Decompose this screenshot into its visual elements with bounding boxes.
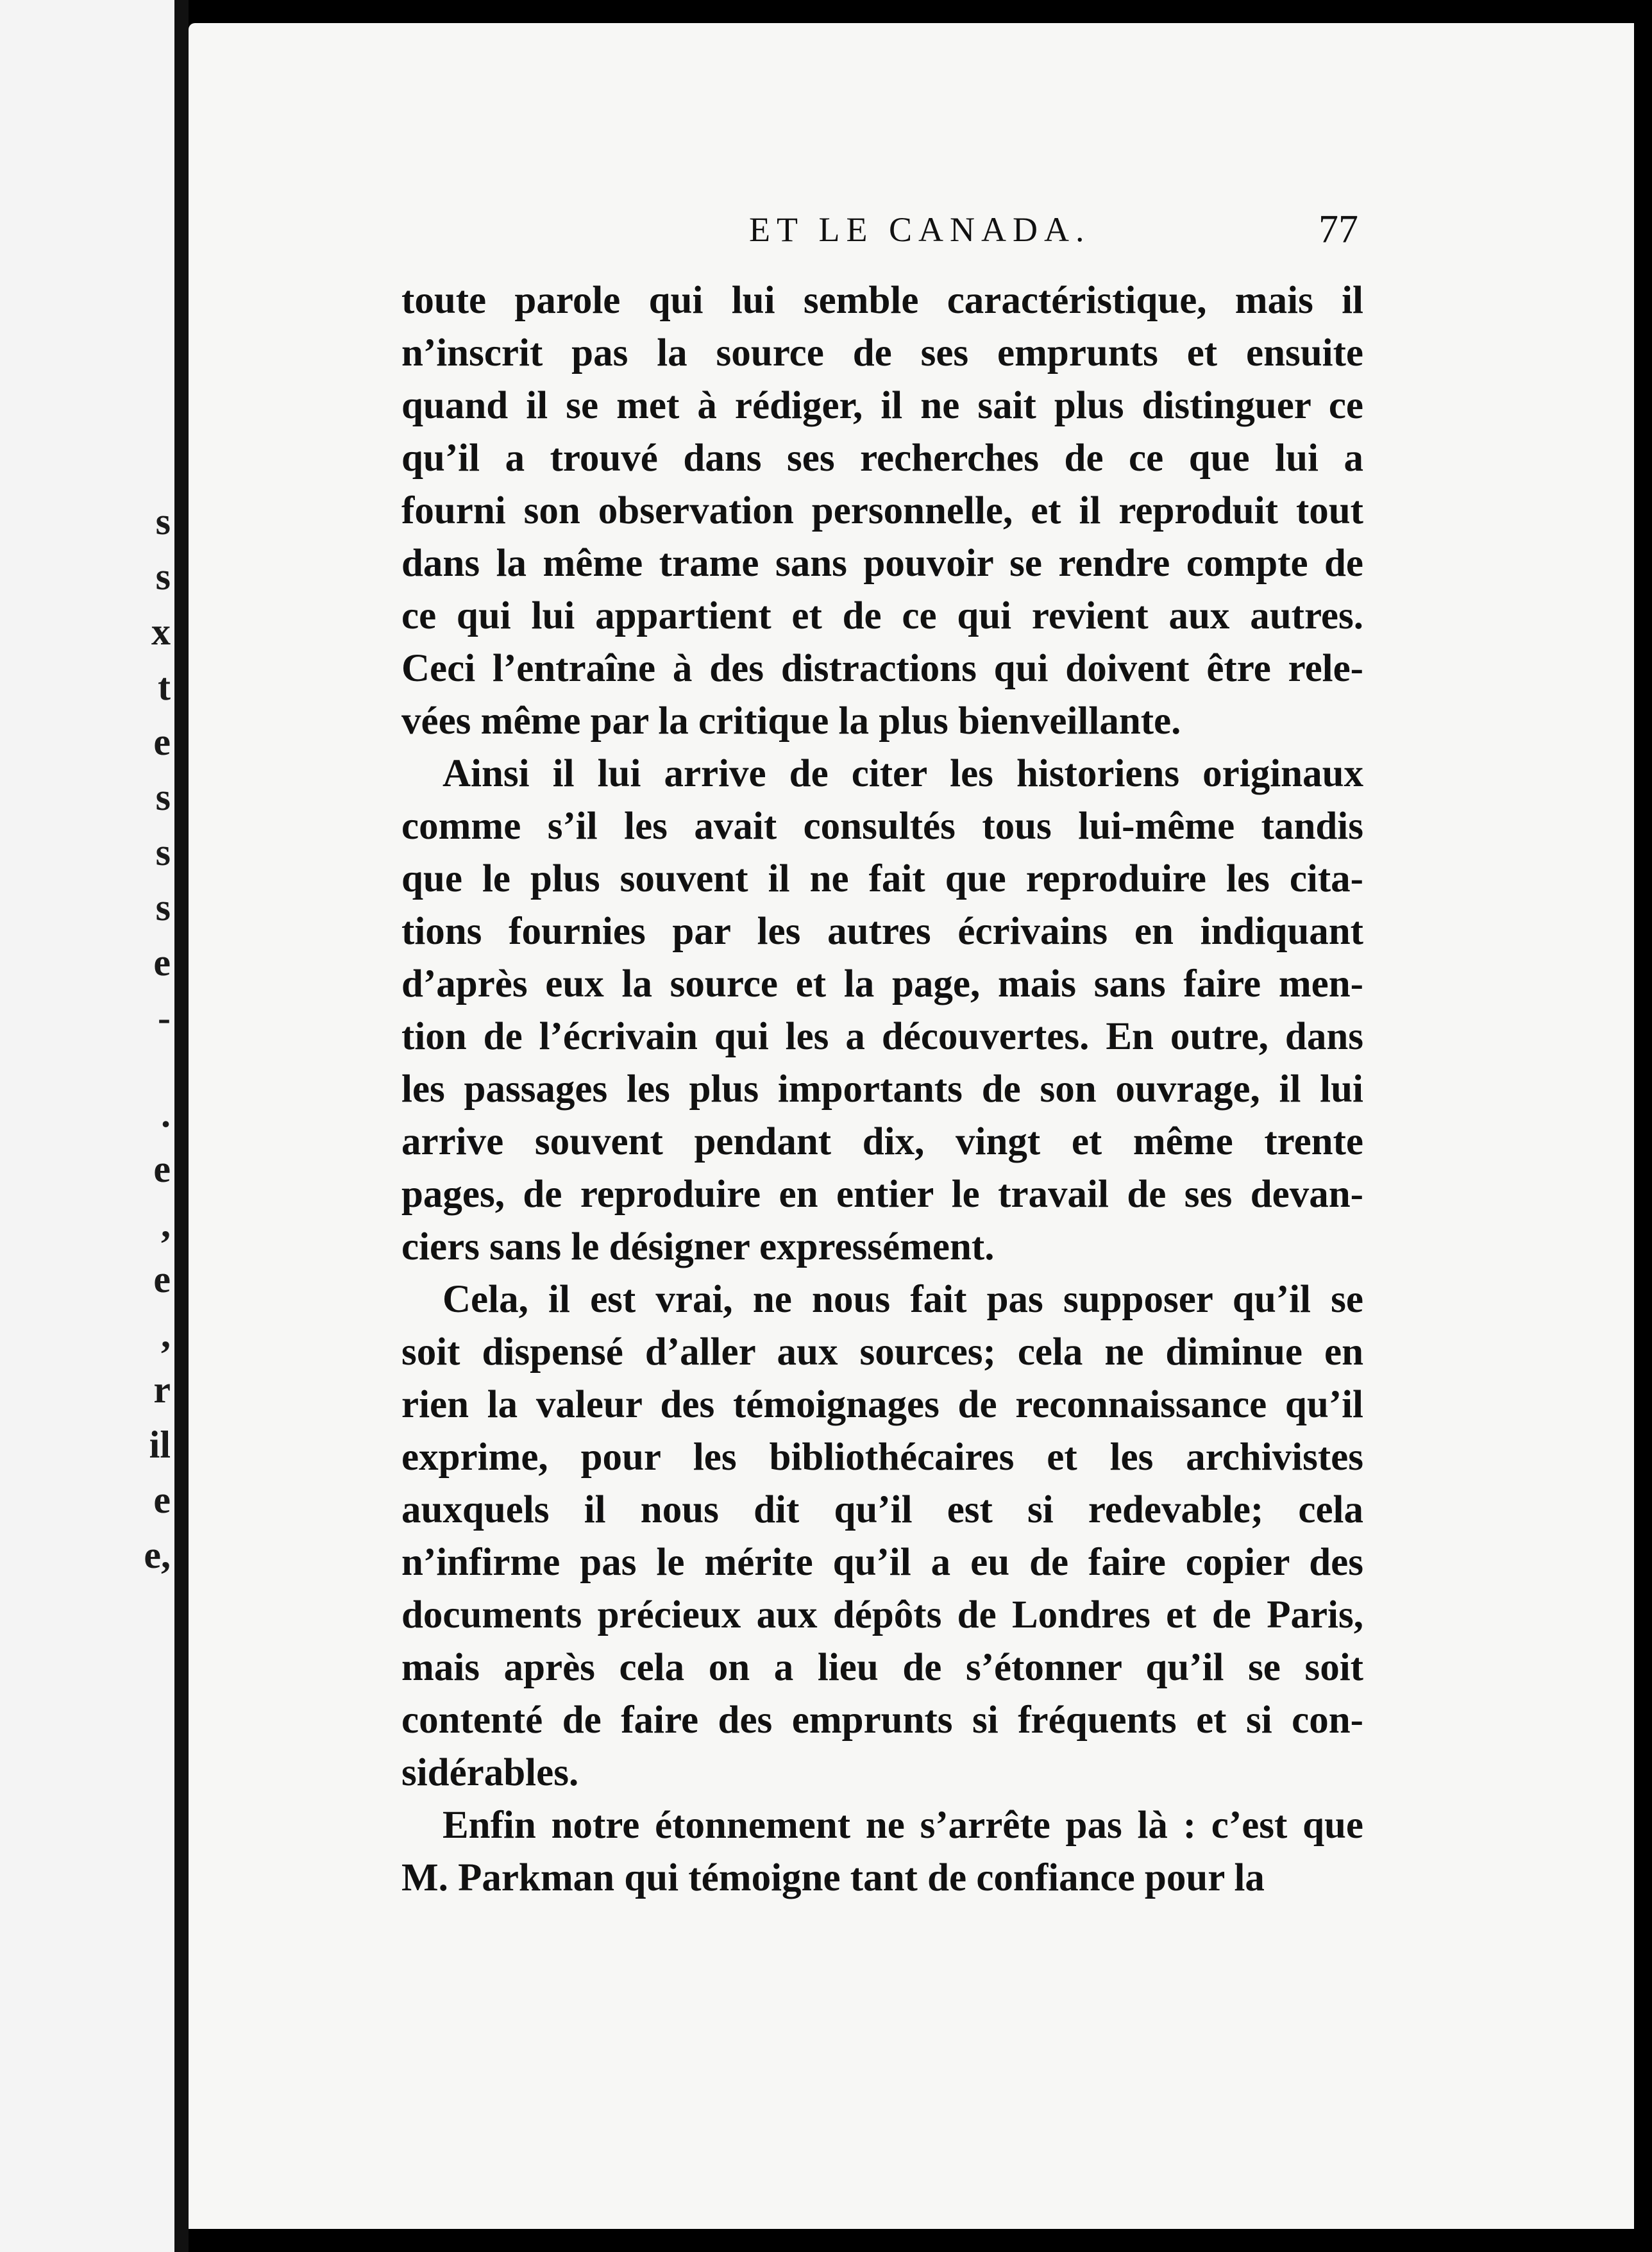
paragraph <box>401 274 1363 748</box>
text-line: quand il se met à rédiger, il ne sait plus distinguer ce <box>401 384 1363 427</box>
edge-glyph: r <box>153 1368 171 1411</box>
text-line: qu’il a trouvé dans ses recherches de ce que lui a <box>401 437 1363 480</box>
body-text <box>401 274 1363 1904</box>
edge-glyph: x <box>151 610 171 653</box>
text-line: n’infirme pas le mérite qu’il a eu de faire copier des <box>401 1541 1363 1584</box>
text-line: soit dispensé d’aller aux sources; cela ne diminue en <box>401 1331 1363 1374</box>
text-line: ciers sans le désigner expressément. <box>401 1225 995 1268</box>
text-line: Enfin notre étonnement ne s’arrête pas là : c’est que <box>442 1804 1363 1847</box>
running-head <box>189 204 1634 255</box>
text-line: contenté de faire des emprunts si fréquents et si con- <box>401 1699 1363 1742</box>
text-line: Ceci l’entraîne à des distractions qui doivent être rele- <box>401 647 1363 690</box>
edge-glyph: . <box>161 1093 171 1135</box>
edge-glyph: s <box>155 886 171 929</box>
gutter-shadow <box>174 0 189 2252</box>
text-line: auxquels il nous dit qu’il est si redevable; cela <box>401 1488 1363 1531</box>
paragraph <box>401 748 1363 1273</box>
text-line: que le plus souvent il ne fait que reproduire les cita- <box>401 857 1363 900</box>
edge-glyph: s <box>155 831 171 873</box>
edge-glyph: il <box>149 1424 171 1466</box>
edge-glyph: e <box>153 941 171 984</box>
text-line: exprime, pour les bibliothécaires et les archivistes <box>401 1436 1363 1479</box>
page-number: 77 <box>1319 208 1358 251</box>
text-line: Cela, il est vrai, ne nous fait pas supposer qu’il se <box>442 1278 1363 1321</box>
edge-glyph: , <box>161 1203 171 1245</box>
paragraph <box>401 1273 1363 1799</box>
edge-glyph: e <box>153 1258 171 1300</box>
paragraph <box>401 1799 1363 1904</box>
text-line: mais après cela on a lieu de s’étonner qu’il se soit <box>401 1646 1363 1689</box>
text-line: documents précieux aux dépôts de Londres et de Paris, <box>401 1593 1363 1636</box>
edge-glyph: - <box>158 996 171 1039</box>
edge-glyph: s <box>155 776 171 818</box>
previous-page-line-endings <box>136 494 174 1583</box>
text-line: n’inscrit pas la source de ses emprunts et ensuite <box>401 332 1363 374</box>
edge-glyph: s <box>155 500 171 542</box>
edge-glyph: e <box>153 721 171 763</box>
previous-page-fragment <box>0 0 174 2252</box>
edge-glyph: e <box>153 1479 171 1521</box>
text-line: tions fournies par les autres écrivains en indiquant <box>401 910 1363 953</box>
running-head-title: ET LE CANADA. <box>749 210 1091 249</box>
text-line: les passages les plus importants de son ouvrage, il lui <box>401 1068 1363 1111</box>
text-line: M. Parkman qui témoigne tant de confiance pour la <box>401 1856 1265 1899</box>
edge-glyph: , <box>161 1313 171 1356</box>
text-line: pages, de reproduire en entier le travail de ses devan- <box>401 1173 1363 1216</box>
text-line: fourni son observation personnelle, et il reproduit tout <box>401 489 1363 532</box>
text-line: arrive souvent pendant dix, vingt et même trente <box>401 1120 1363 1163</box>
text-line: d’après eux la source et la page, mais sans faire men- <box>401 962 1363 1005</box>
text-line: vées même par la critique la plus bienveillante. <box>401 700 1181 743</box>
text-line: tion de l’écrivain qui les a découvertes. En outre, dans <box>401 1015 1363 1058</box>
text-line: Ainsi il lui arrive de citer les historiens originaux <box>442 752 1363 795</box>
book-page <box>189 23 1634 2229</box>
text-line: rien la valeur des témoignages de reconnaissance qu’il <box>401 1383 1363 1426</box>
text-line: dans la même trame sans pouvoir se rendre compte de <box>401 542 1363 585</box>
text-line: ce qui lui appartient et de ce qui revient aux autres. <box>401 594 1363 637</box>
edge-glyph: e <box>153 1148 171 1190</box>
edge-glyph: e, <box>144 1534 171 1576</box>
text-line: toute parole qui lui semble caractéristique, mais il <box>401 279 1363 322</box>
edge-glyph: t <box>158 666 171 708</box>
text-line: sidérables. <box>401 1751 579 1794</box>
text-line: comme s’il les avait consultés tous lui-même tandis <box>401 805 1363 848</box>
edge-glyph: s <box>155 555 171 598</box>
